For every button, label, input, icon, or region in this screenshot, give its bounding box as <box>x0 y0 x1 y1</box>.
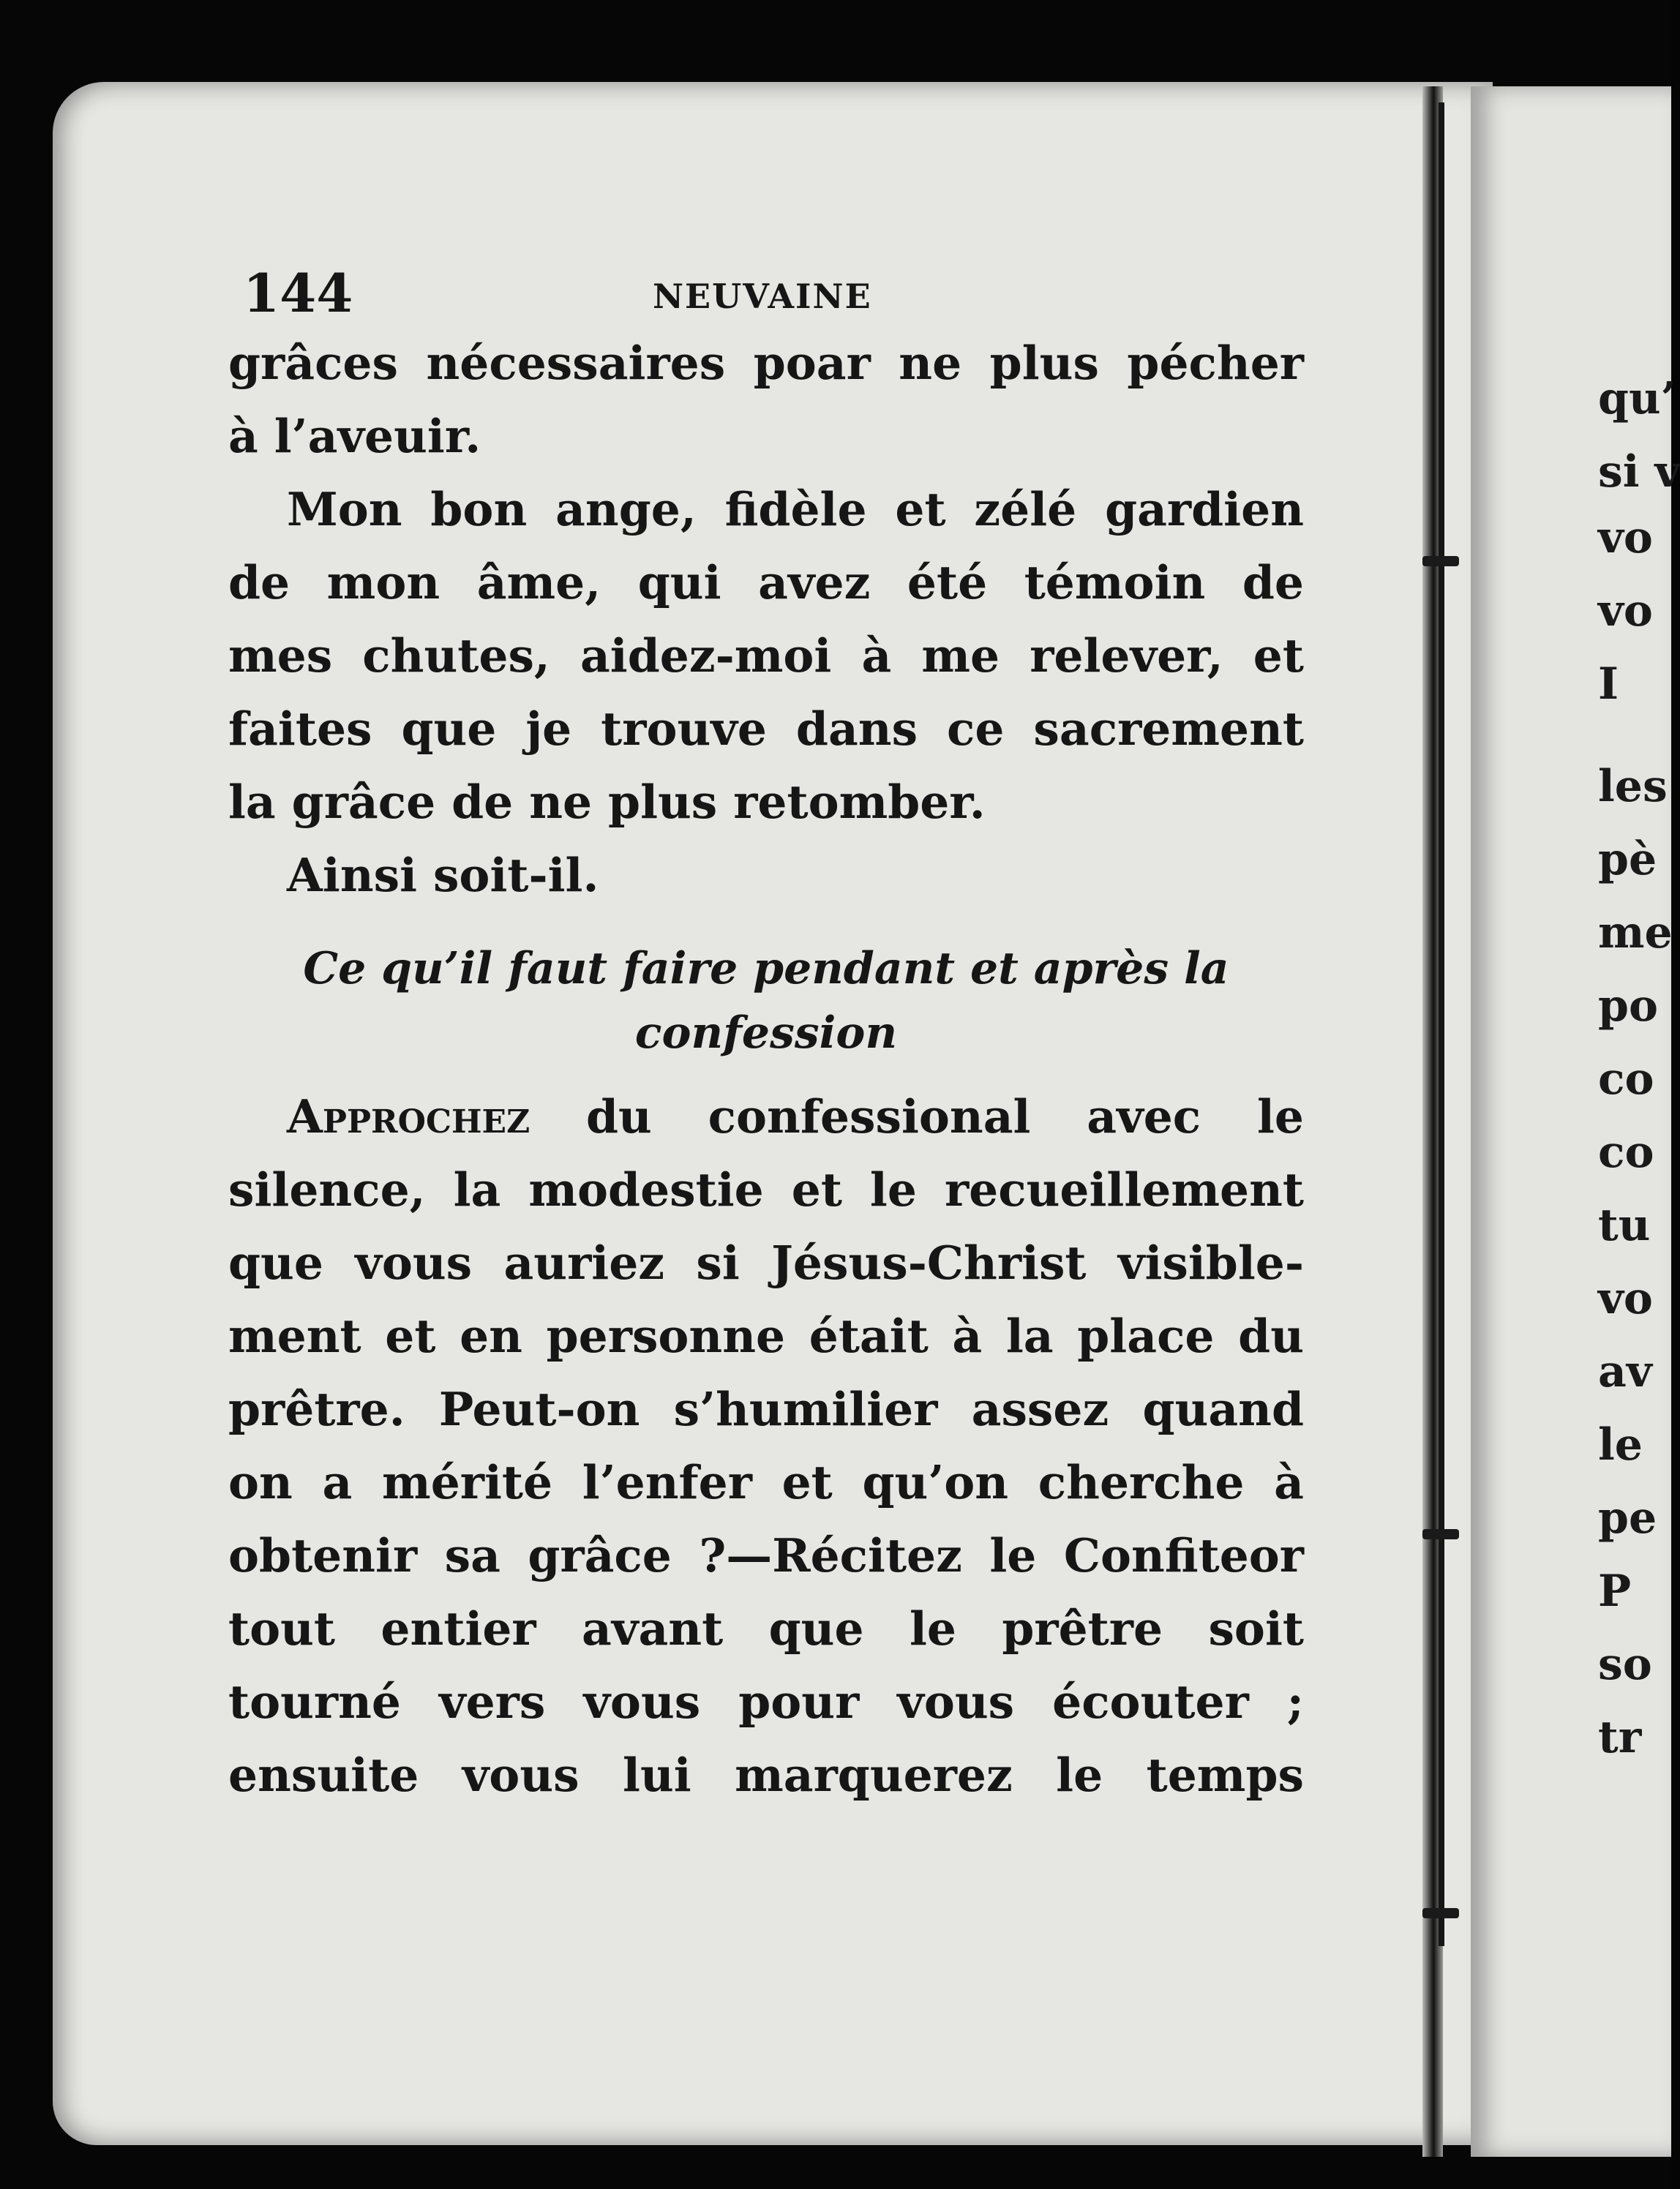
facing-page-fragment: av <box>1598 1346 1652 1397</box>
binding-thread <box>1439 102 1444 1946</box>
text-line: on a mérité l’enfer et qu’on cherche à <box>228 1455 1304 1509</box>
facing-page-fragment: co <box>1598 1054 1654 1105</box>
page-text <box>228 260 1304 1811</box>
page-header-title: NEUVAINE <box>653 277 872 316</box>
page-number: 144 <box>243 262 353 324</box>
text-line: Mon bon ange, fidèle et zélé gardien <box>287 482 1304 536</box>
facing-page-fragment: si v <box>1598 446 1680 497</box>
text-line: prêtre. Peut-on s’humilier assez quand <box>228 1382 1304 1436</box>
facing-page-fragment: le <box>1598 1419 1643 1471</box>
text-line: la grâce de ne plus retomber. <box>228 775 986 829</box>
text-line: silence, la modestie et le recueillement <box>228 1163 1304 1217</box>
text-line: que vous auriez si Jésus-Christ visible- <box>228 1236 1304 1290</box>
text-line: tourné vers vous pour vous écouter ; <box>228 1675 1304 1729</box>
text-line: ment et en personne était à la place du <box>228 1309 1304 1363</box>
paragraph-4 <box>228 1080 1304 1811</box>
facing-page-fragment: tr <box>1598 1712 1642 1763</box>
text-line: faites que je trouve dans ce sacrement <box>228 702 1304 756</box>
text-line: grâces nécessaires poar ne plus pécher <box>228 336 1304 390</box>
facing-page-fragment: vo <box>1598 585 1653 637</box>
facing-page-fragment: co <box>1598 1127 1654 1178</box>
text-line <box>228 1080 1304 1153</box>
facing-page-fragment: tu <box>1598 1200 1651 1251</box>
text-line: à l’aveuir. <box>228 409 481 463</box>
facing-page-fragment: I <box>1598 658 1619 710</box>
facing-page-fragment: me <box>1598 907 1673 958</box>
facing-page-fragment: les <box>1598 761 1668 812</box>
facing-page-fragment: pè <box>1598 834 1657 885</box>
binding-knot <box>1422 1529 1459 1539</box>
binding-knot <box>1422 1908 1459 1918</box>
text-line: mes chutes, aidez-moi à me relever, et <box>228 628 1304 683</box>
running-head <box>228 260 1304 326</box>
facing-page-fragment: P <box>1598 1566 1632 1617</box>
facing-page-fragment: pe <box>1598 1492 1657 1544</box>
section-title-line: confession <box>634 1007 898 1059</box>
binding-knot <box>1422 556 1459 566</box>
facing-page-fragment: po <box>1598 980 1658 1032</box>
paragraph-2 <box>228 473 1304 838</box>
lead-word: Approchez <box>287 1089 530 1144</box>
text-line: ensuite vous lui marquerez le temps <box>228 1748 1304 1802</box>
paragraph-3 <box>228 838 1304 912</box>
section-title-line: Ce qu’il faut faire pendant et après la <box>303 943 1229 994</box>
text-fragment: du confessional avec le <box>530 1089 1304 1144</box>
text-line: obtenir sa grâce ?—Récitez le Confiteor <box>228 1528 1304 1582</box>
text-line: tout entier avant que le prêtre soit <box>228 1602 1304 1656</box>
text-line: Ainsi soit-il. <box>287 848 599 902</box>
section-title <box>228 936 1304 1065</box>
facing-page-fragment: so <box>1598 1639 1652 1690</box>
facing-page-fragment: qu’ <box>1598 373 1676 424</box>
text-line: de mon âme, qui avez été témoin de <box>228 555 1304 609</box>
facing-page-fragment: vo <box>1598 512 1653 563</box>
paragraph-1 <box>228 326 1304 473</box>
facing-page-fragment: vo <box>1598 1273 1653 1324</box>
